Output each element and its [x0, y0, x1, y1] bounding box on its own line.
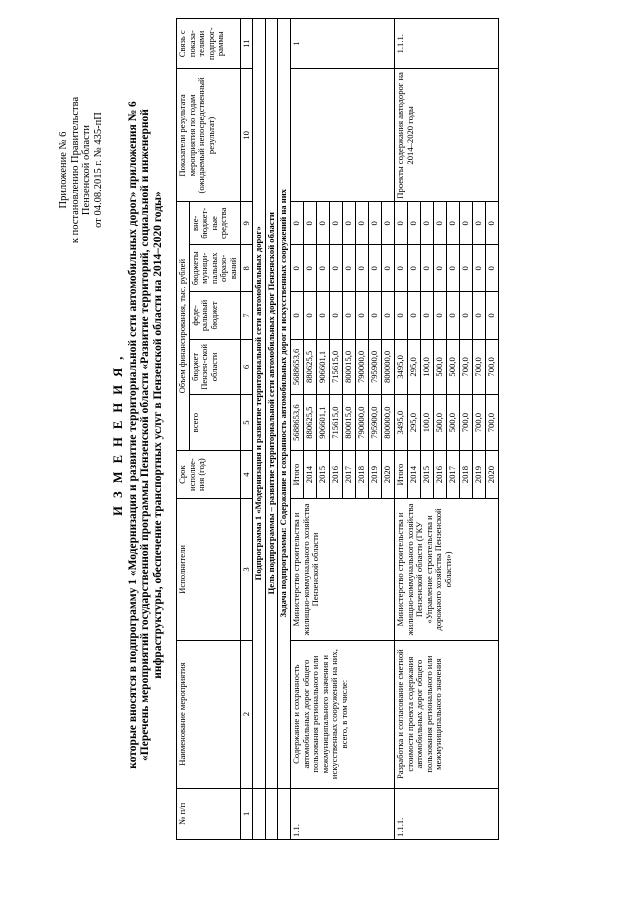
measure-indicator: Проекты содержания автодорог на 2014–2020 годы: [394, 69, 498, 202]
amount-regional: 100,0: [420, 339, 433, 395]
year-cell: 2020: [485, 450, 498, 498]
amount-federal: 0: [394, 292, 407, 339]
amount-regional: 880625,5: [303, 339, 316, 395]
appendix-line: от 04.08.2015 г. № 435-пП: [92, 112, 104, 228]
amount-total: 100,0: [420, 395, 433, 451]
year-cell: 2015: [316, 450, 329, 498]
measure-link: 1.1.1.: [394, 19, 498, 69]
amount-regional: 700,0: [459, 339, 472, 395]
heading-line: «Перечень мероприятий государственной программы Пензенской области «Развитие территорий, социальной и инженерной: [139, 109, 151, 761]
column-number: 11: [240, 19, 253, 69]
amount-offbudget: 0: [303, 202, 316, 245]
document-title: И З М Е Н Е Н И Я ,: [111, 354, 125, 516]
measure-number: 1.1.: [290, 788, 394, 839]
subprogram-goal: Цель подпрограммы – развитие территориальной сети автомобильных дорог Пензенской области: [265, 19, 278, 789]
column-number: 10: [240, 69, 253, 202]
amount-offbudget: 0: [433, 202, 446, 245]
amount-regional: 500,0: [446, 339, 459, 395]
measure-link: 1: [290, 19, 394, 69]
appendix-line: к постановлению Правительства: [69, 96, 81, 244]
section-row: [265, 19, 278, 840]
measure-executor: Министерство строительства и жилищно-коммунального хозяйства Пензенской области (ГКУ «Управление строительства и дорожного хозяйства Пензенской области»): [394, 499, 498, 640]
amount-federal: 0: [407, 292, 420, 339]
section-row: [278, 19, 291, 840]
header-link: Связь с показа-телями подпрог-раммы: [177, 19, 241, 69]
amount-total: 3495,0: [394, 395, 407, 451]
appendix-line: Пензенской области: [81, 124, 92, 216]
amount-municipal: 0: [316, 245, 329, 292]
appendix-block: [58, 40, 104, 300]
amount-municipal: 0: [433, 245, 446, 292]
column-number-row: [240, 19, 253, 840]
header-indicator: Показатели результата мероприятия по годам (ожидаемый непосредственный результат): [177, 69, 241, 202]
table-row: [290, 19, 303, 840]
subprogram-title: Подпрограмма 1 «Модернизация и развитие территориальной сети автомобильных дорог»: [253, 19, 266, 789]
section-spacer: [265, 788, 278, 839]
amount-federal: 0: [355, 292, 368, 339]
amount-regional: 500,0: [433, 339, 446, 395]
year-cell: 2017: [342, 450, 355, 498]
column-number: 2: [240, 640, 253, 788]
year-cell: 2016: [329, 450, 342, 498]
year-cell: 2018: [355, 450, 368, 498]
column-number: 1: [240, 788, 253, 839]
amount-municipal: 0: [485, 245, 498, 292]
amount-offbudget: 0: [472, 202, 485, 245]
amount-regional: 790000,0: [355, 339, 368, 395]
amount-federal: 0: [368, 292, 381, 339]
amount-total: 5688653,6: [290, 395, 303, 451]
amount-total: 795900,0: [368, 395, 381, 451]
amount-federal: 0: [472, 292, 485, 339]
amount-regional: 3495,0: [394, 339, 407, 395]
amount-federal: 0: [329, 292, 342, 339]
amount-municipal: 0: [368, 245, 381, 292]
column-number: 3: [240, 499, 253, 640]
column-number: 6: [240, 339, 253, 395]
column-number: 8: [240, 245, 253, 292]
year-cell: 2019: [472, 450, 485, 498]
amount-regional: 795900,0: [368, 339, 381, 395]
year-cell: Итого: [290, 450, 303, 498]
amount-federal: 0: [303, 292, 316, 339]
measure-name: Разработка и согласование сметной стоимости проекта содержания автомобильных дорог общего пользования регионального или межмуниципального значения: [394, 640, 498, 788]
amount-offbudget: 0: [316, 202, 329, 245]
amount-regional: 715615,0: [329, 339, 342, 395]
amount-offbudget: 0: [485, 202, 498, 245]
amount-federal: 0: [290, 292, 303, 339]
amount-federal: 0: [459, 292, 472, 339]
year-cell: 2014: [407, 450, 420, 498]
amount-regional: 700,0: [472, 339, 485, 395]
document-heading: [112, 25, 164, 845]
amount-offbudget: 0: [381, 202, 394, 245]
year-cell: 2017: [446, 450, 459, 498]
amount-offbudget: 0: [329, 202, 342, 245]
amount-offbudget: 0: [446, 202, 459, 245]
column-number: 7: [240, 292, 253, 339]
amount-regional: 5688653,6: [290, 339, 303, 395]
amount-total: 700,0: [472, 395, 485, 451]
amount-federal: 0: [433, 292, 446, 339]
column-number: 4: [240, 450, 253, 498]
amount-regional: 800015,0: [342, 339, 355, 395]
amount-offbudget: 0: [459, 202, 472, 245]
section-spacer: [278, 788, 291, 839]
header-offbudget: вне-бюджет-ные средства: [189, 202, 240, 245]
amount-municipal: 0: [420, 245, 433, 292]
amount-offbudget: 0: [394, 202, 407, 245]
amount-federal: 0: [485, 292, 498, 339]
header-federal: феде-ральный бюджет: [189, 292, 240, 339]
amount-total: 906601,1: [316, 395, 329, 451]
amount-federal: 0: [381, 292, 394, 339]
amount-municipal: 0: [446, 245, 459, 292]
amount-regional: 906601,1: [316, 339, 329, 395]
header-municipal: бюджеты муници-пальных образо-ваний: [189, 245, 240, 292]
amount-regional: 700,0: [485, 339, 498, 395]
heading-line: инфраструктуры, обеспечение транспортных услуг в Пензенской области на 2014–2020 годы»: [151, 191, 164, 679]
table-body: [240, 19, 498, 840]
amount-total: 715615,0: [329, 395, 342, 451]
header-executor: Исполнители: [177, 499, 241, 640]
amount-municipal: 0: [290, 245, 303, 292]
amount-offbudget: 0: [342, 202, 355, 245]
measures-table: [176, 18, 499, 840]
year-cell: 2014: [303, 450, 316, 498]
amount-municipal: 0: [329, 245, 342, 292]
amount-federal: 0: [420, 292, 433, 339]
amount-municipal: 0: [342, 245, 355, 292]
amount-municipal: 0: [394, 245, 407, 292]
measure-indicator: [290, 69, 394, 202]
amount-municipal: 0: [472, 245, 485, 292]
column-number: 5: [240, 395, 253, 451]
amount-offbudget: 0: [355, 202, 368, 245]
table-header-row: [177, 19, 190, 840]
subprogram-task: Задача подпрограммы: Содержание и сохранность автомобильных дорог и искусственных сооружений на них: [278, 19, 291, 789]
year-cell: 2018: [459, 450, 472, 498]
amount-total: 790000,0: [355, 395, 368, 451]
amount-offbudget: 0: [290, 202, 303, 245]
header-total: всего: [189, 395, 240, 451]
amount-federal: 0: [316, 292, 329, 339]
amount-municipal: 0: [381, 245, 394, 292]
appendix-line: Приложение № 6: [58, 131, 69, 209]
measure-number: 1.1.1.: [394, 788, 498, 839]
year-cell: 2020: [381, 450, 394, 498]
measure-executor: Министерство строительства и жилищно-коммунального хозяйства Пензенской области: [290, 499, 394, 640]
table-row: [394, 19, 407, 840]
year-cell: 2015: [420, 450, 433, 498]
amount-municipal: 0: [303, 245, 316, 292]
header-name: Наименование мероприятия: [177, 640, 241, 788]
amount-total: 295,0: [407, 395, 420, 451]
year-cell: 2016: [433, 450, 446, 498]
amount-total: 880625,5: [303, 395, 316, 451]
amount-offbudget: 0: [420, 202, 433, 245]
amount-municipal: 0: [355, 245, 368, 292]
amount-federal: 0: [446, 292, 459, 339]
amount-total: 700,0: [459, 395, 472, 451]
measure-name: Содержание и сохранность автомобильных дорог общего пользования регионального или межмуниципального значения и искусственных сооружений на них, всего, в том числе:: [290, 640, 394, 788]
amount-regional: 800000,0: [381, 339, 394, 395]
amount-total: 800000,0: [381, 395, 394, 451]
amount-regional: 295,0: [407, 339, 420, 395]
header-term: Срок исполне-ния (год): [177, 450, 241, 498]
year-cell: 2019: [368, 450, 381, 498]
header-funding: Объем финансирования, тыс. рублей: [177, 202, 190, 451]
year-cell: Итого: [394, 450, 407, 498]
section-row: [253, 19, 266, 840]
header-num: № п/п: [177, 788, 241, 839]
amount-offbudget: 0: [368, 202, 381, 245]
amount-total: 700,0: [485, 395, 498, 451]
amount-total: 800015,0: [342, 395, 355, 451]
section-spacer: [253, 788, 266, 839]
column-number: 9: [240, 202, 253, 245]
amount-total: 500,0: [446, 395, 459, 451]
amount-federal: 0: [342, 292, 355, 339]
header-regional: бюджет Пензен-ской области: [189, 339, 240, 395]
heading-line: которые вносятся в подпрограмму 1 «Модернизация и развитие территориальной сети автомобильных дорог» приложения № 6: [126, 101, 139, 769]
amount-municipal: 0: [459, 245, 472, 292]
amount-offbudget: 0: [407, 202, 420, 245]
amount-municipal: 0: [407, 245, 420, 292]
amount-total: 500,0: [433, 395, 446, 451]
